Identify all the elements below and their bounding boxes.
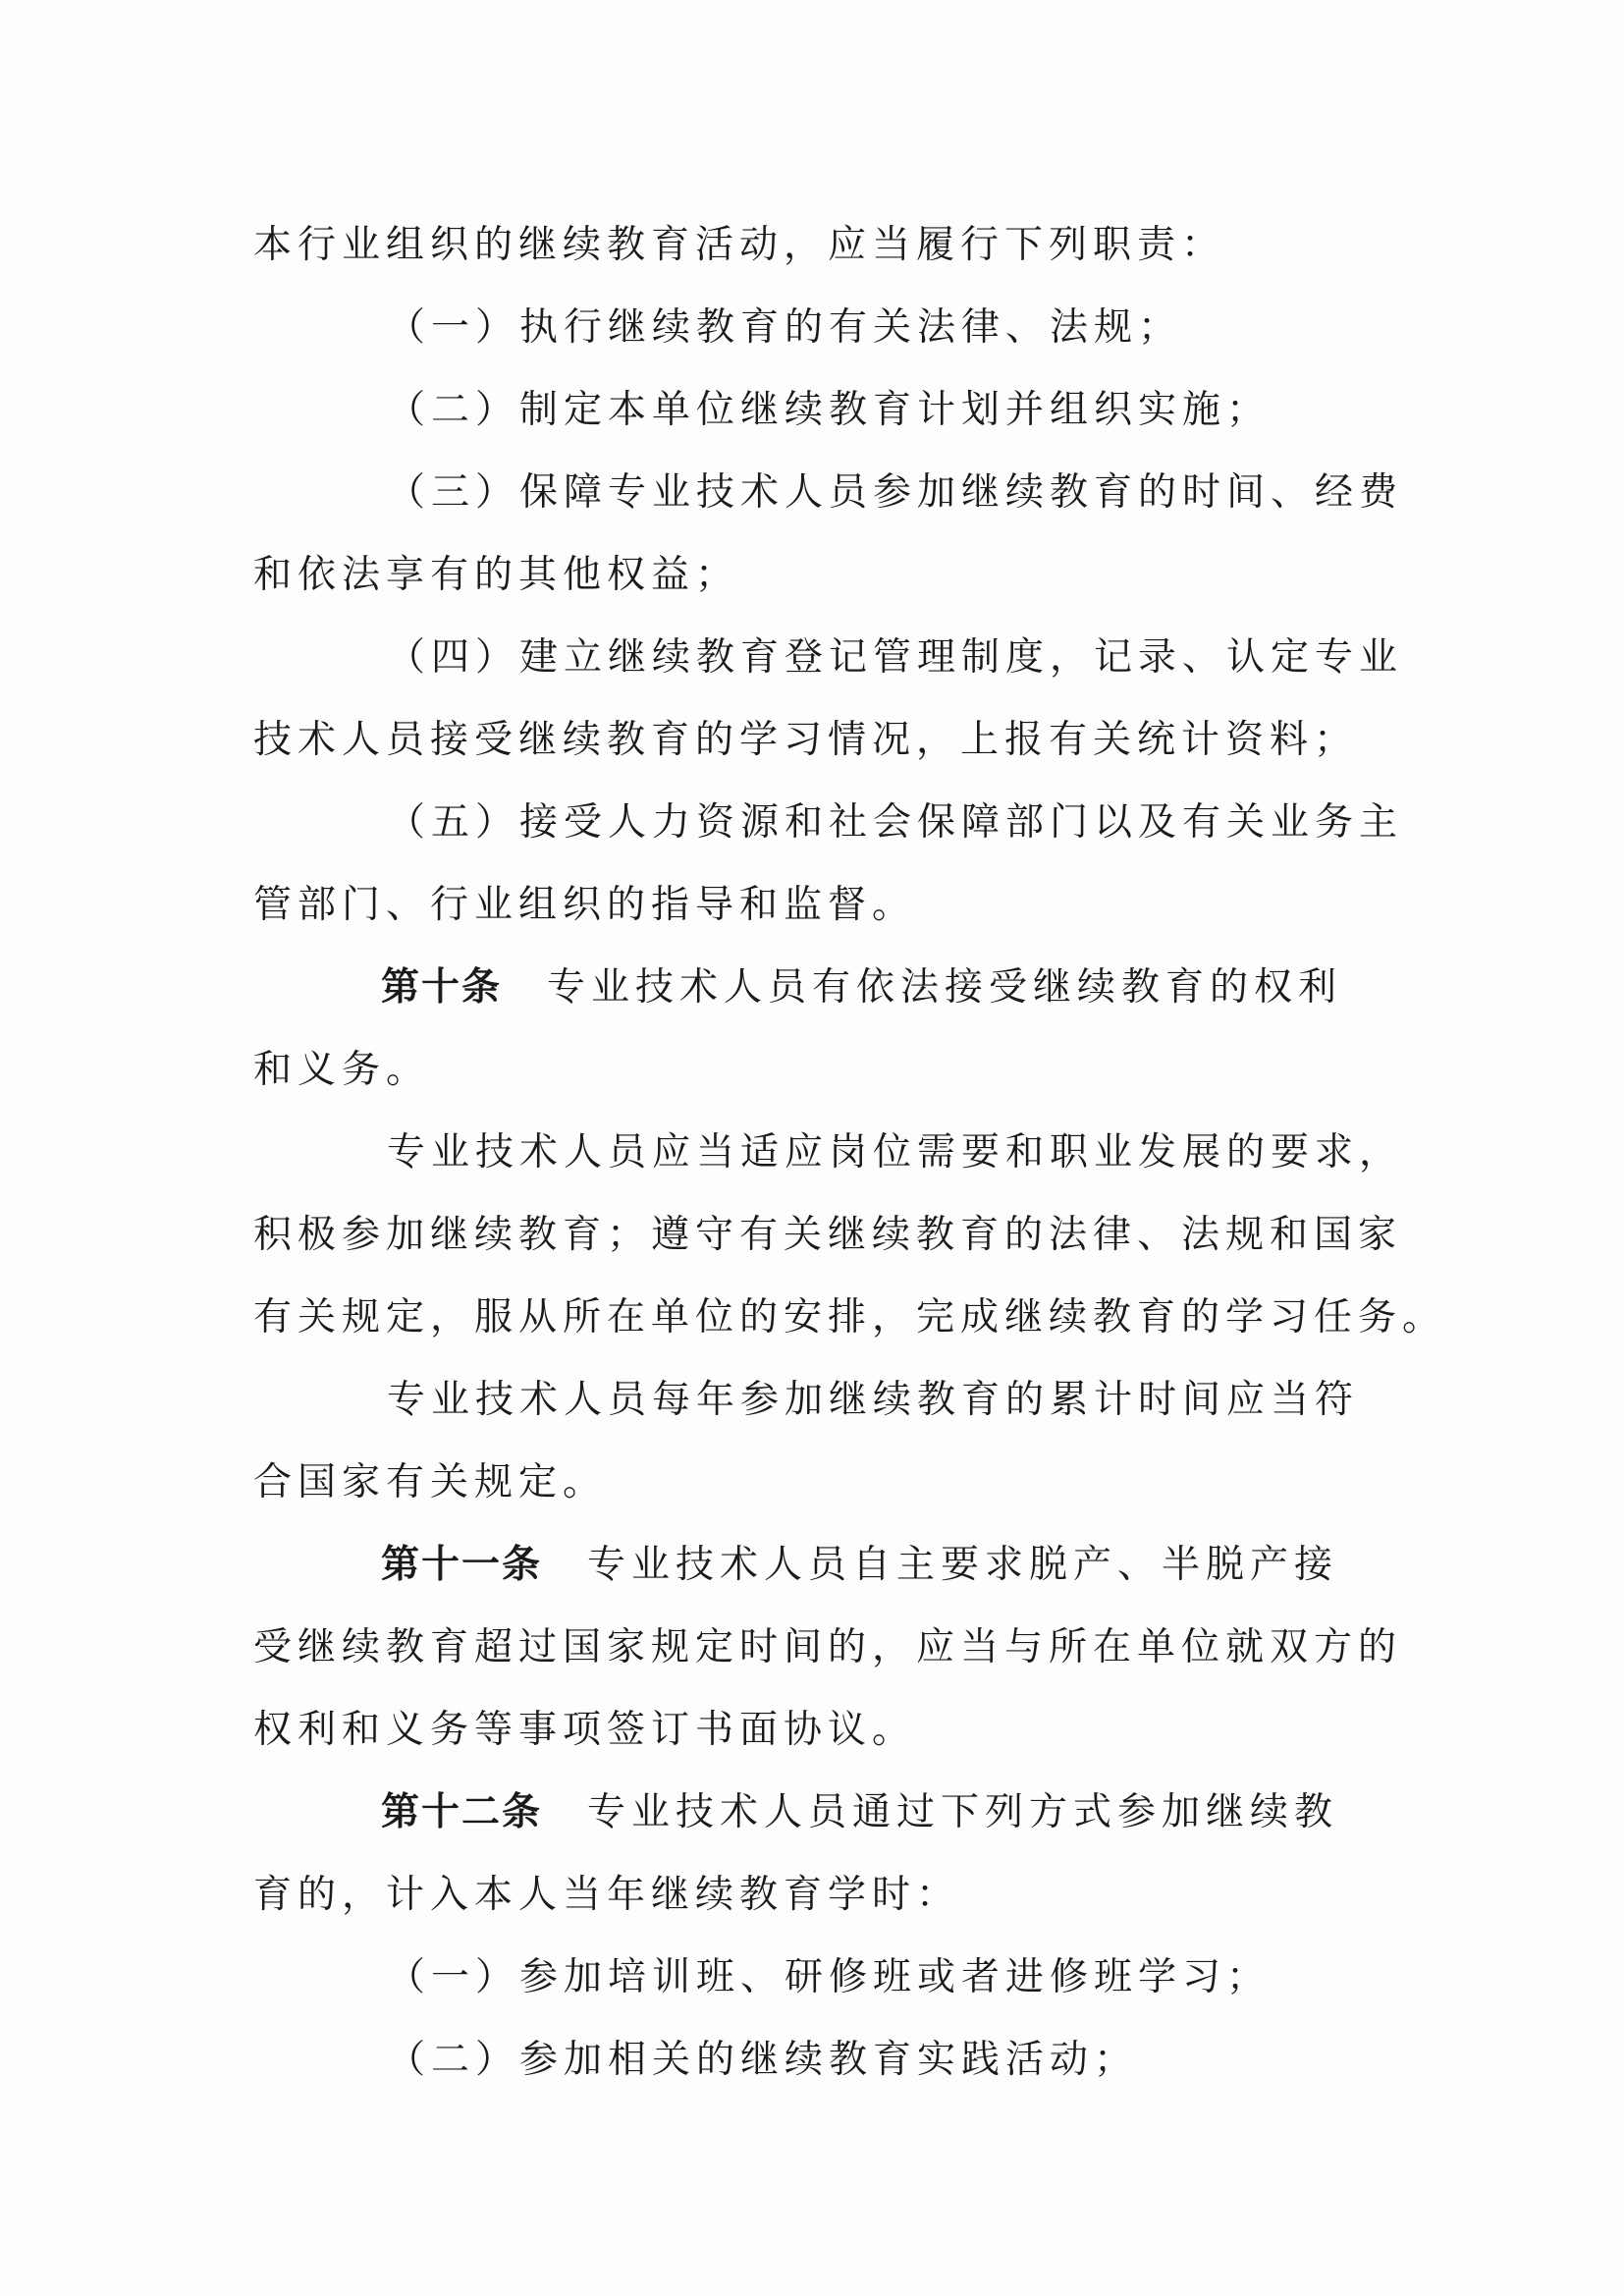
article-10	[381, 947, 1342, 1029]
paragraph-start: 专业技术人员每年参加继续教育的累计时间应当符	[387, 1378, 1360, 1422]
paragraph-start: 专业技术人员应当适应岗位需要和职业发展的要求，	[387, 1130, 1404, 1175]
text-line: 和依法享有的其他权益；	[253, 553, 740, 597]
text-line: 权利和义务等事项签订书面协议。	[253, 1708, 917, 1752]
text-line: 管部门、行业组织的指导和监督。	[253, 883, 917, 927]
article-12	[381, 1772, 1338, 1854]
list-item: （三）保障专业技术人员参加继续教育的时间、经费	[387, 470, 1404, 515]
list-item: （一）执行继续教育的有关法律、法规；	[387, 305, 1183, 350]
text-line: 和义务。	[253, 1048, 431, 1092]
list-item: （二）参加相关的继续教育实践活动；	[387, 2038, 1139, 2082]
text-line: 有关规定，服从所在单位的安排，完成继续教育的学习任务。	[253, 1295, 1447, 1339]
list-item: （四）建立继续教育登记管理制度，记录、认定专业	[387, 635, 1404, 680]
list-item: （二）制定本单位继续教育计划并组织实施；	[387, 388, 1272, 432]
list-item: （一）参加培训班、研修班或者进修班学习；	[387, 1955, 1272, 1999]
article-heading: 第十条	[381, 965, 503, 1010]
list-item: （五）接受人力资源和社会保障部门以及有关业务主	[387, 800, 1404, 845]
article-heading: 第十一条	[381, 1543, 543, 1587]
article-text: 专业技术人员通过下列方式参加继续教	[587, 1790, 1339, 1834]
article-11	[381, 1524, 1338, 1607]
text-line: 合国家有关规定。	[253, 1460, 608, 1504]
article-text: 专业技术人员自主要求脱产、半脱产接	[587, 1543, 1339, 1587]
text-line: 育的，计入本人当年继续教育学时：	[253, 1873, 961, 1917]
text-line: 本行业组织的继续教育活动，应当履行下列职责：	[253, 223, 1226, 267]
text-line: 受继续教育超过国家规定时间的，应当与所在单位就双方的	[253, 1625, 1403, 1669]
article-text: 专业技术人员有依法接受继续教育的权利	[547, 965, 1343, 1010]
text-line: 技术人员接受继续教育的学习情况，上报有关统计资料；	[253, 718, 1359, 762]
article-heading: 第十二条	[381, 1790, 543, 1834]
text-line: 积极参加继续教育；遵守有关继续教育的法律、法规和国家	[253, 1213, 1403, 1257]
